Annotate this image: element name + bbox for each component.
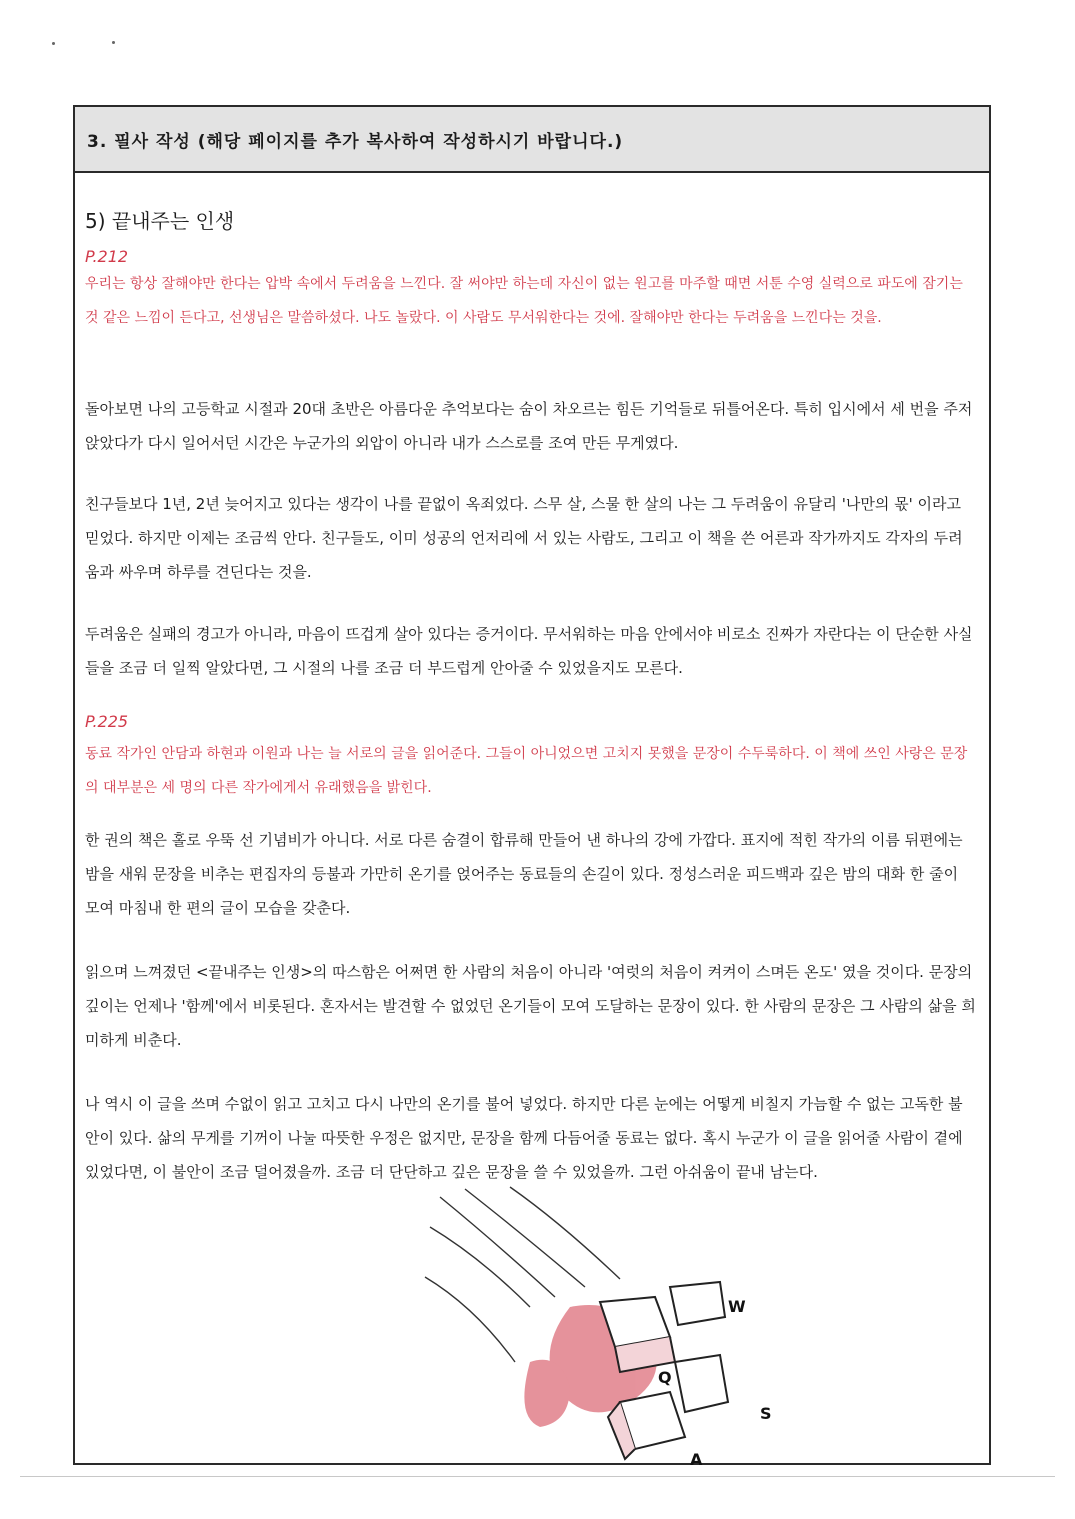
key-label-a: A <box>690 1450 703 1469</box>
key-label-q: Q <box>658 1368 672 1387</box>
page-reference: P.212 <box>85 247 129 266</box>
key-label-w: W <box>728 1297 746 1316</box>
scan-speck <box>112 41 115 44</box>
reflection-paragraph: 읽으며 느껴졌던 <끝내주는 인생>의 따스함은 어쩌면 한 사람의 처음이 아니라 '여럿의 처음이 켜켜이 스며든 온도' 였을 것이다. 문장의 깊이는 언제나 '함께'에서 비롯된다. 혼자서는 발견할 수 없었던 온기들이 모여 도달하는 문장이 있다. 한 사람의 문장은 그 사람의 삶을 희미하게 비춘다. <box>85 963 976 1049</box>
scan-speck <box>52 42 55 45</box>
key-s <box>675 1355 728 1412</box>
page-bottom-rule <box>20 1476 1055 1477</box>
reflection-paragraph: 나 역시 이 글을 쓰며 수없이 읽고 고치고 다시 나만의 온기를 불어 넣었다. 하지만 다른 눈에는 어떻게 비칠지 가늠할 수 없는 고독한 불안이 있다. 삶의 무게를 기꺼이 나눌 따뜻한 우정은 없지만, 문장을 함께 다듬어줄 동료는 없다. 혹시 누군가 이 글을 읽어줄 사람이 곁에 있었다면, 이 불안이 조금 덜어졌을까. 조금 더 단단하고 깊은 문장을 쓸 수 있었을까. 그런 아쉬움이 끝내 남는다. <box>85 1095 963 1181</box>
keyboard-keys-sketch <box>420 1187 772 1469</box>
reflection-paragraph: 돌아보면 나의 고등학교 시절과 20대 초반은 아름다운 추억보다는 숨이 차오르는 힘든 기억들로 뒤틀어온다. 특히 입시에서 세 번을 주저앉았다가 다시 일어서던 시간은 누군가의 외압이 아니라 내가 스스로를 조여 만든 무게였다. <box>85 400 973 452</box>
quoted-passage: 우리는 항상 잘해야만 한다는 압박 속에서 두려움을 느낀다. 잘 써야만 하는데 자신이 없는 원고를 마주할 때면 서툰 수영 실력으로 파도에 잠기는 것 같은 느낌이 든다고, 선생님은 말씀하셨다. 나도 놀랐다. 이 사람도 무서워한다는 것에. 잘해야만 한다는 두려움을 느낀다는 것을. <box>85 276 963 326</box>
form-header <box>75 107 989 173</box>
key-a <box>608 1392 685 1459</box>
page-reference: P.225 <box>85 712 129 731</box>
reflection-paragraph: 친구들보다 1년, 2년 늦어지고 있다는 생각이 나를 끝없이 옥죄었다. 스무 살, 스물 한 살의 나는 그 두려움이 유달리 '나만의 몫' 이라고 믿었다. 하지만 이제는 조금씩 안다. 친구들도, 이미 성공의 언저리에 서 있는 사람도, 그리고 이 책을 쓴 어른과 작가까지도 각자의 두려움과 싸우며 하루를 견딘다는 것을. <box>85 495 963 581</box>
reflection-paragraph: 한 권의 책은 홀로 우뚝 선 기념비가 아니다. 서로 다른 숨결이 합류해 만들어 낸 하나의 강에 가깝다. 표지에 적힌 작가의 이름 뒤편에는 밤을 새워 문장을 비추는 편집자의 등불과 가만히 온기를 얹어주는 동료들의 손길이 있다. 정성스러운 피드백과 깊은 밤의 대화 한 줄이 모여 마침내 한 편의 글이 모습을 갖춘다. <box>85 831 963 917</box>
quoted-passage: 동료 작가인 안담과 하현과 이원과 나는 늘 서로의 글을 읽어준다. 그들이 아니었으면 고치지 못했을 문장이 수두룩하다. 이 책에 쓰인 사랑은 문장의 대부분은 세 명의 다른 작가에게서 유래했음을 밝힌다. <box>85 746 968 796</box>
form-header-title: 3. 필사 작성 (해당 페이지를 추가 복사하여 작성하시기 바랍니다.) <box>87 132 624 152</box>
reflection-paragraph: 두려움은 실패의 경고가 아니라, 마음이 뜨겁게 살아 있다는 증거이다. 무서워하는 마음 안에서야 비로소 진짜가 자란다는 이 단순한 사실들을 조금 더 일찍 알았다면, 그 시절의 나를 조금 더 부드럽게 안아줄 수 있었을지도 모른다. <box>85 625 973 677</box>
transcription-form <box>73 105 991 1469</box>
key-label-s: S <box>760 1404 772 1423</box>
section-title: 5) 끝내주는 인생 <box>85 209 235 233</box>
key-w <box>670 1282 725 1325</box>
